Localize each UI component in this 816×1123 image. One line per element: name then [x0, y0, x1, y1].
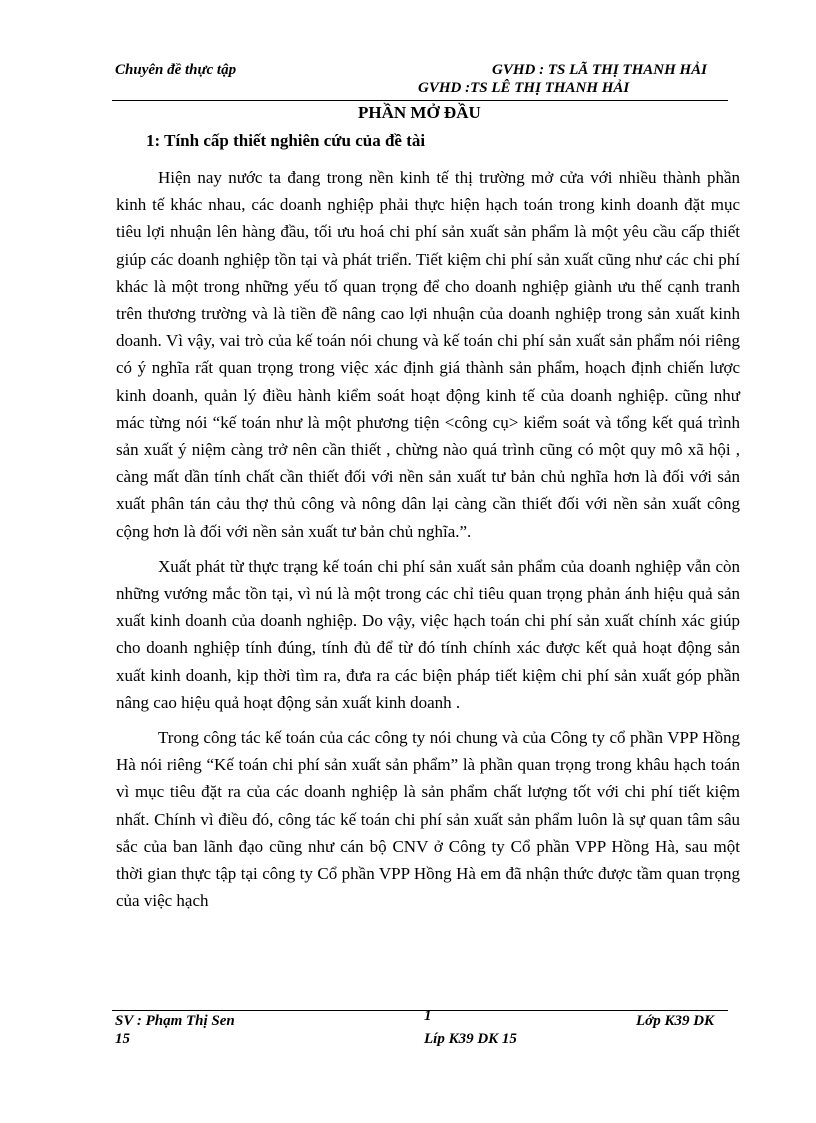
footer-student-cont: 15	[115, 1031, 130, 1047]
section-title: PHẦN MỞ ĐẦU	[358, 103, 481, 122]
header-advisor-2: GVHD :TS LÊ THỊ THANH HẢI	[418, 80, 630, 96]
header-left: Chuyên đề thực tập	[115, 62, 237, 78]
paragraph-3: Trong công tác kế toán của các công ty nói chung và của Công ty cổ phần VPP Hồng Hà nói riêng “Kế toán chi phí sản xuất sản phẩm” là phần quan trọng trong khâu hạch toán vì mục tiêu đặt ra của các doanh nghiệp là sản phẩm chất lượng tốt với chi phí tiết kiệm nhất. Chính vì điều đó, công tác kế toán chi phí sản xuất sản phẩm luôn là sự quan tâm sâu sắc của ban lãnh đạo cũng như cán bộ CNV ở Công ty Cổ phần VPP Hồng Hà, sau một thời gian thực tập tại công ty Cổ phần VPP Hồng Hà em đã nhận thức được tầm quan trọng của việc hạch	[116, 728, 740, 911]
footer-divider	[112, 1010, 728, 1011]
paragraph-1: Hiện nay nước ta đang trong nền kinh tế thị trường mở cửa với nhiều thành phần kinh tế khác nhau, các doanh nghiệp phải thực hiện hạch toán trong kinh doanh đặt mục tiêu lợi nhuận lên hàng đầu, tối ưu hoá chi phí sản xuất sản phẩm là một yêu cầu cấp thiết giúp các doanh nghiệp tồn tại và phát triển. Tiết kiệm chi phí sản xuất cũng như các chi phí khác là một trong những yếu tố quan trọng để cho doanh nghiệp giành ưu thế cạnh tranh trên thương trường và là tiền đề nâng cao lợi nhuận của doanh nghiệp trong sản xuất kinh doanh. Vì vậy, vai trò của kế toán nói chung và kế toán chi phí sản xuất sản phẩm nói riêng có ý nghĩa rất quan trọng trong việc xác định giá thành sản phẩm, hoạch định chiến lược kinh doanh, quản lý điều hành kiểm soát hoạt động kinh tế của doanh nghiệp. cũng như mác từng nói “kế toán như là một phương tiện <công cụ> kiểm soát và tổng kết quá trình sản xuất ý niệm càng trở nên cần thiết , chừng nào quá trình cũng có một quy mô xã hội , càng mất dần tính chất cần thiết đối với nền sản xuất tư bản chủ nghĩa hơn là đối với sản xuất phân tán cảu thợ thủ công và nông dân lại càng cần thiết đối với nền sản xuất công cộng hơn là đối với nền sản xuất tư bản chủ nghĩa.”.	[116, 168, 740, 541]
paragraph-2: Xuất phát từ thực trạng kế toán chi phí sản xuất sản phẩm của doanh nghiệp vẫn còn những vướng mắc tồn tại, vì nú là một trong các chỉ tiêu quan trọng phản ánh hiệu quả sản xuất kinh doanh của doanh nghiệp. Do vậy, việc hạch toán chi phí sản xuất chính xác giúp cho doanh nghiệp tính đúng, tính đủ để từ đó tính chính xác được kết quả hoạt động sản xuất kinh doanh, kịp thời tìm ra, đưa ra các biện pháp tiết kiệm chi phí sản xuất góp phần nâng cao hiệu quả hoạt động sản xuất kinh doanh .	[116, 556, 740, 712]
header-advisor-1: GVHD : TS LÃ THỊ THANH HẢI	[492, 62, 708, 78]
subsection-heading: 1: Tính cấp thiết nghiên cứu của đề tài	[146, 131, 426, 150]
body-text	[116, 164, 740, 914]
footer-class-right: Lớp K39 DK	[636, 1013, 715, 1029]
footer-student: SV : Phạm Thị Sen	[115, 1013, 235, 1029]
header-divider	[112, 100, 728, 101]
footer-class-center: Líp K39 DK 15	[424, 1031, 517, 1047]
footer-page-number: 1	[424, 1008, 432, 1024]
